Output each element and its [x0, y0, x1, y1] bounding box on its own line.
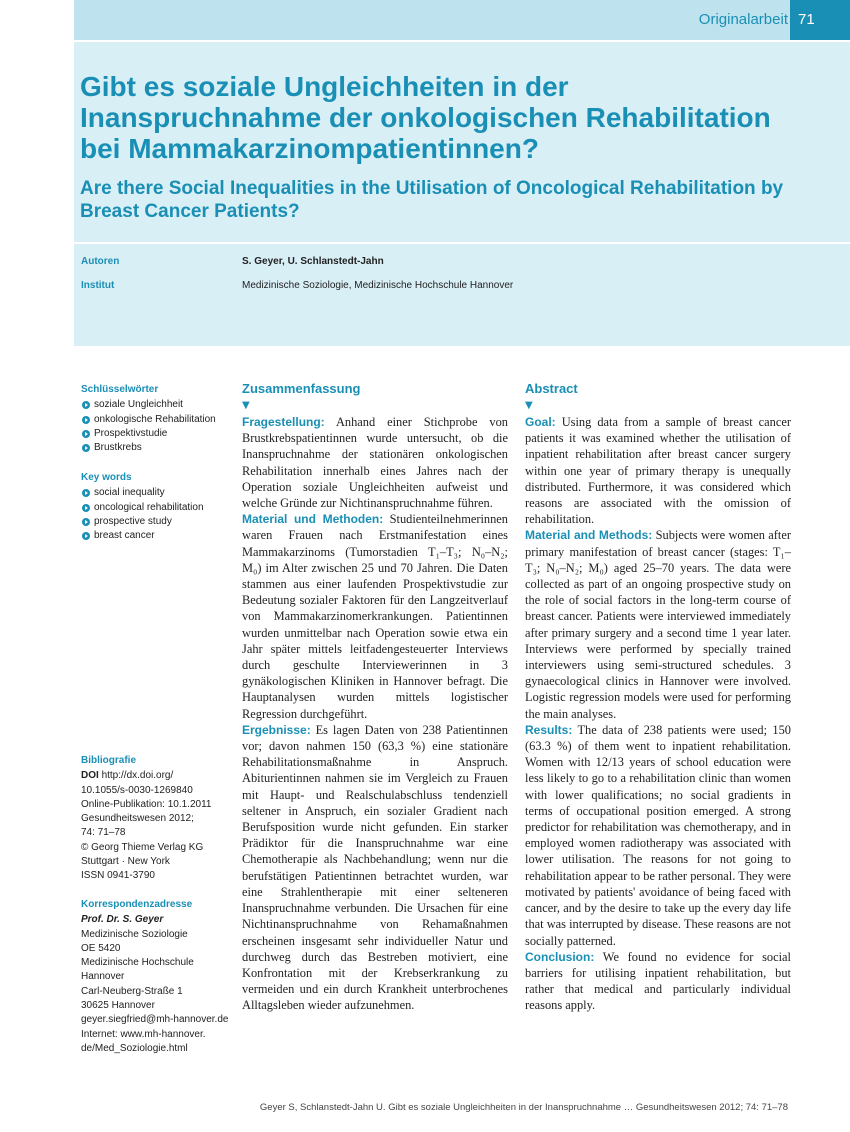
- keyword-item: onkologische Rehabilitation: [81, 413, 231, 427]
- keywords-german-list: [81, 398, 231, 455]
- keywords-german: [81, 383, 231, 455]
- pages: 74: 71–78: [81, 827, 126, 839]
- issn: ISSN 0941-3790: [81, 870, 155, 882]
- email-link[interactable]: geyer.siegfried@mh-hannover.de: [81, 1014, 229, 1026]
- abstract-heading: Abstract: [525, 381, 578, 396]
- down-triangle-icon: ▼: [525, 400, 533, 411]
- bibliography-heading: Bibliografie: [81, 755, 137, 766]
- address-line: Hannover: [81, 971, 125, 983]
- address-line: Medizinische Hochschule: [81, 957, 194, 969]
- publisher: © Georg Thieme Verlag KG: [81, 841, 204, 853]
- title-english: Are there Social Inequalities in the Utilisation of Oncological Rehabilitation by Breast Cancer Patients?: [80, 178, 784, 222]
- keywords-english-list: [81, 486, 231, 543]
- abstract-column: [525, 380, 791, 1014]
- abstract-paragraph: Ergebnisse: Es lagen Daten von 238 Patientinnen vor; davon nahmen 150 (63,3 %) eine stationäre Rehabilitationsmaßnahme in Anspruch. Abiturientinnen nahmen sie im Vergleich zu Frauen mit Haupt- und Realschulabschluss tendenziell seltener in Anspruch, ein sozialer Gradient nach Berufsposition wurde nicht gefunden. Ein starker Prädiktor für die Inanspruchnahme war eine Chemotherapie als Nachbehandlung; wenn nur die berufstätigen Patientinnen betrachtet wurden, war eine Strahlentherapie mit einer selteneren Inanspruchnahme verbunden. Die Ursachen für eine Nichtinanspruchnahme von Rehamaßnahmen erscheinen insgesamt sehr individueller Natur und durchweg durch das Bestreben motiviert, eine Konfrontation mit der Krebserkrankung zu vermeiden und ein durch Krankheit unterbrochenes Alltagsleben wieder aufzunehmen.: [242, 722, 508, 1013]
- online-publication: Online-Publikation: 10.1.2011: [81, 798, 212, 810]
- keyword-item: soziale Ungleichheit: [81, 398, 231, 412]
- bullet-arrow-icon: [82, 489, 90, 497]
- address-line: Medizinische Soziologie: [81, 928, 188, 940]
- zusammenfassung-column: [242, 380, 508, 1014]
- correspondence-heading: Korrespondenzadresse: [81, 899, 193, 910]
- website-link[interactable]: Internet: www.mh-hannover.: [81, 1028, 206, 1040]
- bullet-arrow-icon: [82, 532, 90, 540]
- publisher-location: Stuttgart · New York: [81, 856, 170, 868]
- section-label: Originalarbeit: [698, 11, 788, 28]
- address-line: OE 5420: [81, 942, 121, 954]
- institute-label: Institut: [81, 280, 115, 291]
- meta-block: [74, 244, 850, 346]
- zusammenfassung-heading: Zusammenfassung: [242, 381, 361, 396]
- title-german: Gibt es soziale Ungleichheiten in der Inanspruchnahme der onkologischen Rehabilitation bei Mammakarzinompatientinnen?: [80, 71, 771, 164]
- bullet-arrow-icon: [82, 504, 90, 512]
- doi-label: DOI: [81, 770, 99, 782]
- bullet-arrow-icon: [82, 430, 90, 438]
- abstract-paragraph: Fragestellung: Anhand einer Stichprobe von Brustkrebspatientinnen wurde untersucht, ob die Inanspruchnahme der stationären onkologischen Rehabilitation innerhalb eines Jahres nach der Operation soziale Ungleichheiten aufweist und welche Gründe zur Nichtinanspruchnahme führen.: [242, 415, 508, 511]
- footer-citation: Geyer S, Schlanstedt-Jahn U. Gibt es soziale Ungleichheiten in der Inanspruchnahme … Gesundheitswesen 2012; 74: 71–78: [259, 1102, 788, 1113]
- address-line: 30625 Hannover: [81, 1000, 155, 1012]
- down-triangle-icon: ▼: [242, 400, 250, 411]
- keyword-item: Brustkrebs: [81, 441, 231, 455]
- address-line: Carl-Neuberg-Straße 1: [81, 985, 183, 997]
- correspondence: [81, 898, 231, 1056]
- abstract-paragraph: Material und Methoden: Studienteilnehmerinnen waren Frauen nach Erstmanifestation eines Mammakarzinoms (Tumorstadien T₁–T₃; N₀–N₂; M₀) im Alter zwischen 25 und 70 Jahren. Die Daten stammen aus einer laufenden Prospektivstudie zur Bedeutung sozialer Faktoren für den Langzeitverlauf von Mammakarzinomerkrankungen. Patientinnen wurden unmittelbar nach Operation sowie etwa ein Jahr später mittels leitfadengesteuerter Interviews durch geschulte Interviewerinnen in 3 gynäkologischen Kliniken in Hannover befragt. Die Hauptanalysen wurden mittels logistischer Regression durchgeführt.: [242, 512, 508, 721]
- bullet-arrow-icon: [82, 518, 90, 526]
- authors: S. Geyer, U. Schlanstedt-Jahn: [242, 256, 384, 267]
- correspondence-name: Prof. Dr. S. Geyer: [81, 914, 164, 926]
- website-link-continued[interactable]: de/Med_Soziologie.html: [81, 1042, 188, 1054]
- abstract-paragraph: Material and Methods: Subjects were women after primary manifestation of breast cancer (stages: T₁–T₃; N₀–N₂; M₀) aged 25–70 years. The data were collected as part of an ongoing prospective study on the role of social factors in the long-term course of breast cancer. Patients were interviewed immediately after primary surgery and a second time 1 year later. Interviews were performed by specially trained interviewers using semi-structured schedules. 3 gynaecological clinics in Hannover were involved. Logistic regression models were used for performing the main analyses.: [525, 528, 792, 721]
- keyword-item: Prospektivstudie: [81, 427, 231, 441]
- keywords-german-heading: Schlüsselwörter: [81, 384, 159, 395]
- abstract-paragraph: Results: The data of 238 patients were used; 150 (63.3 %) of them went to inpatient rehabilitation. Women with 12/13 years of school education were less likely to go to a rehabilitation clinic than women with lower qualifications; no social gradients in terms of occupational position emerged. A strong predictor for rehabilitation was chemotherapy, and in employed women radiotherapy was associated with lower utilisation. The reasons for not going to rehabilitation appear to be rather personal. They were motivated by patients' avoidance of being faced with cancer, and by the desire to take up the every day life that was interrupted by disease. These reasons are not socially patterned.: [525, 722, 791, 948]
- keyword-item: oncological rehabilitation: [81, 501, 231, 515]
- keyword-item: prospective study: [81, 515, 231, 529]
- bullet-arrow-icon: [82, 444, 90, 452]
- authors-label: Autoren: [81, 256, 120, 267]
- doi-link[interactable]: http://dx.doi.org/: [101, 770, 174, 782]
- keywords-english-heading: Key words: [81, 472, 132, 483]
- bibliography: [81, 754, 231, 884]
- bullet-arrow-icon: [82, 401, 90, 409]
- keyword-item: social inequality: [81, 486, 231, 500]
- doi-value: 10.1055/s-0030-1269840: [81, 784, 193, 796]
- bullet-arrow-icon: [82, 416, 90, 424]
- institute: Medizinische Soziologie, Medizinische Hochschule Hannover: [242, 280, 514, 291]
- abstract-paragraph: Conclusion: We found no evidence for social barriers for utilising inpatient rehabilitation, but rather that medical and particularly individual reasons apply.: [525, 949, 791, 1013]
- keyword-item: breast cancer: [81, 529, 231, 543]
- page-number: 71: [790, 0, 850, 40]
- journal: Gesundheitswesen 2012;: [81, 813, 194, 825]
- keywords-english: [81, 471, 231, 543]
- abstract-paragraph: Goal: Using data from a sample of breast cancer patients it was examined whether the utilisation of inpatient rehabilitation after breast cancer surgery within one year of primary therapy is unequally distributed. Furthermore, it was considered which reasons are associated with the omission of rehabilitation.: [525, 415, 791, 527]
